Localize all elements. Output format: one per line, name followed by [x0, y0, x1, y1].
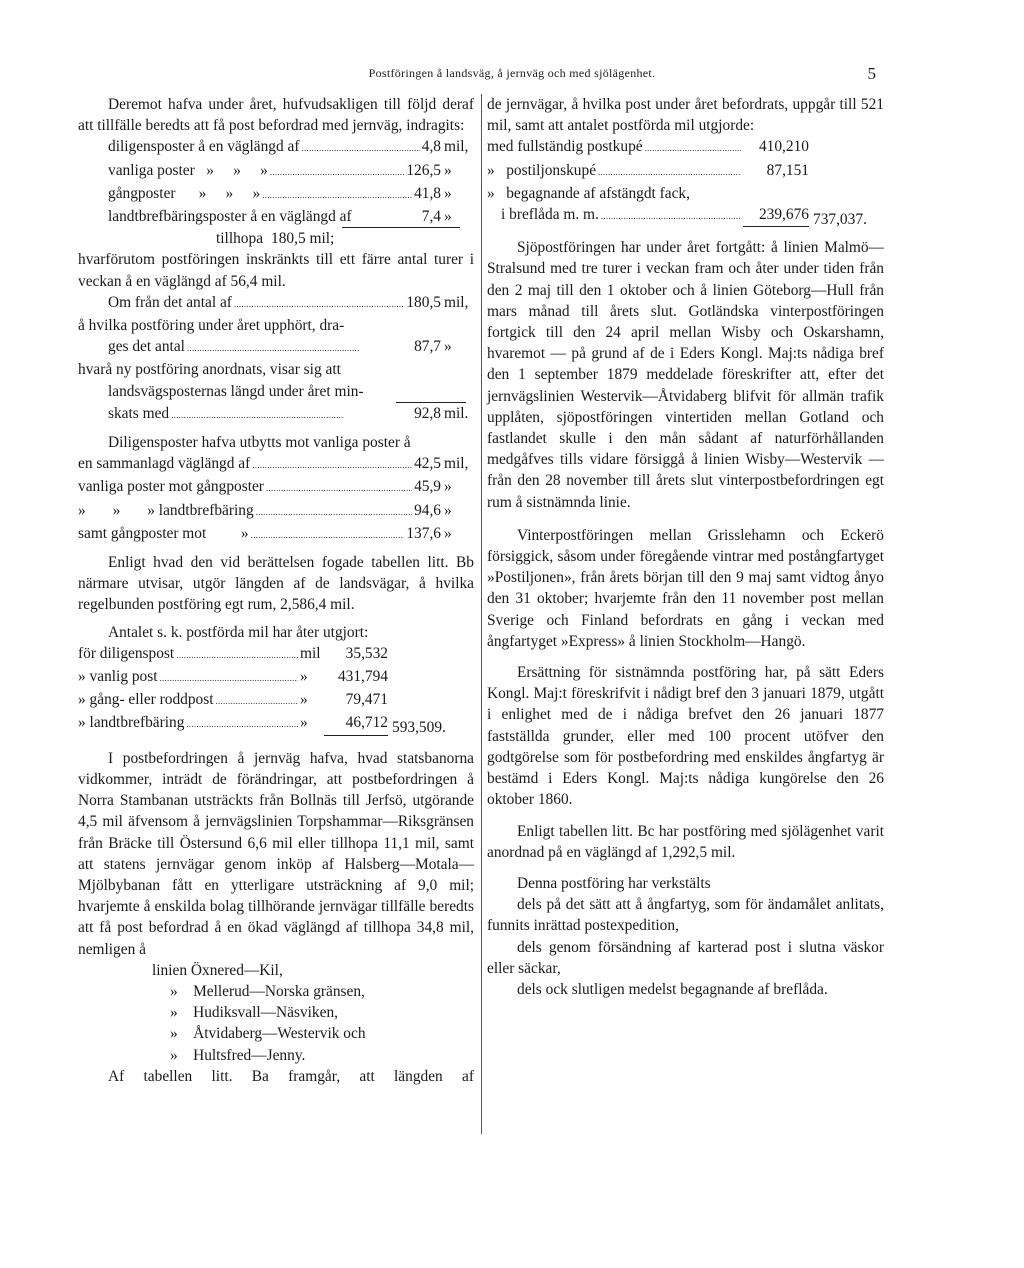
road-row: gångposter » » » . . . 41,8 » [78, 183, 474, 206]
exchange-row: vanliga poster mot gångposter . . . 45,9 » [78, 476, 474, 499]
paragraph: dels ock slutligen medelst begagnande af breflåda. [517, 980, 828, 998]
mil-row: » landtbrefbäring . . . » 46,712 593,509. [78, 712, 474, 735]
railway-line: » Mellerud—Norska gränsen, [170, 982, 365, 1000]
railway-line: » Åtvidaberg—Westervik och [170, 1025, 366, 1043]
exchange-row: » » » landtbrefbäring . . . 94,6 » [78, 500, 474, 523]
rail-row: med fullständig postkupé . . . 410,210 [487, 136, 809, 159]
railway-line: » Hudiksvall—Näsviken, [170, 1004, 338, 1022]
rail-row: i breflåda m. m. . . . 239,676 737,037. [487, 204, 884, 227]
left-column [78, 94, 474, 1087]
paragraph: Af tabellen litt. Ba framgår, att längden af [108, 1067, 474, 1085]
paragraph: Enligt hvad den vid berättelsen fogade tabellen litt. Bb närmare utvisar, utgör längden af de landsvägar, å hvilka regelbunden postföring egt rum, 2,586,4 mil. [78, 554, 474, 614]
rail-row: » begagnande af afstängdt fack, [487, 184, 690, 202]
paragraph: Enligt tabellen litt. Bc har postföring med sjölägenhet varit anordnad på en väglängd af 1,292,5 mil. [487, 822, 884, 861]
mil-row: » vanlig post . . . » 431,794 [78, 666, 388, 689]
mil-table [78, 643, 474, 736]
exchange-row: en sammanlagd väglängd af . . . 42,5 mil, [78, 453, 474, 476]
paragraph: hvarförutom postföringen inskränkts till ett färre antal turer i veckan å en väglängd af 56,4 mil. [78, 251, 474, 290]
skats-row: skats med . . . 92,8 mil. [78, 403, 474, 426]
right-column [487, 94, 884, 1000]
road-row: diligensposter å en väglängd af . . . 4,8 mil, [78, 136, 474, 159]
road-total: tillhopa 180,5 mil; [216, 230, 335, 248]
paragraph: Vinterpostföringen mellan Grisslehamn och Eckerö försiggick, såsom under föregående vintrar med postångfartyget »Postiljonen», från årets början till den 9 maj samt vidtog ånyo den 31 oktober; hvarjemte från den 11 november post mellan Sverige och Finland befordrats en gång i veckan med ångfartyget »Express» å linien Stockholm—Hangö. [487, 526, 884, 650]
paragraph: de jernvägar, å hvilka post under året befordrats, uppgår till 521 mil, samt att antalet postförda mil utgjorde: [487, 96, 884, 135]
text-line: landsvägsposternas längd under året min- [108, 382, 364, 400]
paragraph: Deremot hafva under året, hufvudsakligen till följd deraf att tillfälle beredts att få post befordrad med jernväg, indragits: [78, 96, 474, 135]
rail-row: » postiljonskupé . . . 87,151 [487, 160, 809, 183]
road-row: landtbrefbäringsposter å en väglängd af 7,4 » [108, 208, 452, 226]
rail-total: 737,037. [813, 211, 867, 229]
running-head [0, 64, 1024, 84]
om-row: Om från det antal af . . . 180,5 mil, [78, 292, 474, 315]
page-number: 5 [867, 64, 876, 83]
paragraph: Diligensposter hafva utbytts mot vanliga poster å [108, 434, 411, 452]
road-row: vanliga poster » » » . . . 126,5 » [78, 160, 474, 183]
rail-table [487, 136, 884, 227]
text-line: hvarå ny postföring anordnats, visar sig att [78, 361, 341, 379]
paragraph: Ersättning för sistnämnda postföring har, på sätt Eders Kongl. Maj:t föreskrifvit i nådigt bref den 3 januari 1879, utgått i enlighet med de i nådiga brefvet den 26 januari 1877 fastställda grunder, eller med 100 procent utöfver den godtgörelse som för postbefordring med enskildes ångfartyg är bestämd i Eders Kongl. Maj:ts nådiga kungörelse den 26 oktober 1860. [487, 664, 884, 809]
running-head-title: Postföringen å landsväg, å jernväg och med sjölägenhet. [368, 66, 656, 80]
ges-row: ges det antal . . . 87,7 » [78, 336, 474, 359]
paragraph: Sjöpostföringen har under året fortgått: å linien Malmö—Stralsund med tre turer i veckan fram och åter under tiden från den 2 maj till den 1 oktober och å linien Göteborg—Hull från mars månad till årets slut. Gotländska vinterpostföringen fortgick till den 24 april mellan Wisby och Oskarshamn, hvaremot — på grund af de i Eders Kongl. Maj:ts nådiga bref den 1 september 1879 meddelade föreskrifter att, efter det jernvägslinien Westervik—Åtvidaberg blifvit för allmän trafik upplåten, sjöpostföringen vintertiden mellan Gotland och fastlandet skulle i den mån sådant af naturförhållanden medgåfves tills vidare försiggå å linien Wisby—Westervik — från den 28 november till årets slut vinterpostbefordringen egt rum å sistnämnda linie. [487, 239, 884, 511]
railway-line: linien Öxnered—Kil, [152, 961, 283, 979]
mil-total: 593,509. [392, 719, 446, 737]
column-divider [481, 94, 482, 1134]
exchange-row: samt gångposter mot » . . . 137,6 » [78, 523, 474, 546]
paragraph: dels på det sätt att å ångfartyg, som för ändamålet anlitats, funnits inrättad postexpedition, [487, 896, 884, 935]
railway-line: » Hultsfred—Jenny. [170, 1046, 306, 1064]
paragraph: dels genom försändning af karterad post i slutna väskor eller säckar, [487, 938, 884, 977]
mil-row: för diligenspost . . . mil 35,532 [78, 643, 388, 666]
paragraph: I postbefordringen å jernväg hafva, hvad statsbanorna vidkommer, inträdt de förändringar, att postbefordringen å Norra Stambanan utsträckts från Bollnäs till Jerfsö, utgörande 4,5 mil äfvensom å jernvägslinien Torpshammar—Riksgränsen från Bräcke till Östersund 6,6 mil eller tillhopa 11,1 mil, samt att statens jernvägar genom inköp af Halsberg—Motala—Mjölbybanan fått en ytterligare utsträckning af 9,0 mil; hvarjemte å enskilda bolag tillhörande jernvägar tillfälle beredts att få post befordrad å en ökad väglängd af tillhopa 34,8 mil, nemligen å [78, 749, 474, 958]
text-line: å hvilka postföring under året upphört, dra- [78, 317, 345, 335]
mil-row: » gång- eller roddpost . . . » 79,471 [78, 689, 388, 712]
paragraph: Antalet s. k. postförda mil har åter utgjort: [108, 623, 369, 641]
paragraph: Denna postföring har verkstälts [517, 874, 711, 892]
